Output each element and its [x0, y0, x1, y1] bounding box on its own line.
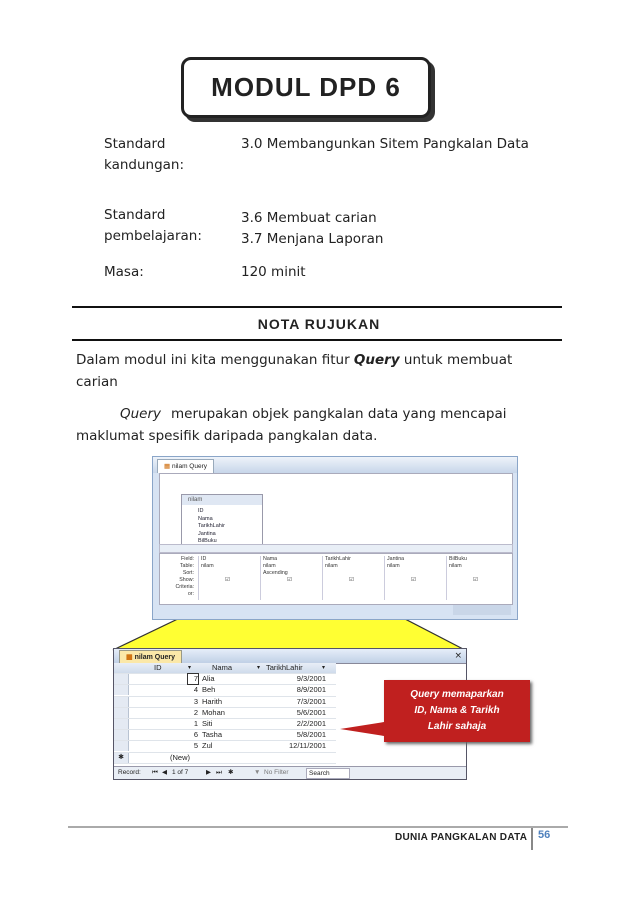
- grid-row-label: Criteria:: [175, 584, 194, 590]
- record-navigator: [114, 766, 466, 779]
- row-selector[interactable]: [114, 708, 129, 718]
- grid-row-label: Field:: [181, 556, 194, 562]
- record-label: Record:: [118, 769, 141, 776]
- row-selector[interactable]: [114, 719, 129, 729]
- column-header-tarikhlahir[interactable]: TarikhLahir: [266, 663, 303, 672]
- field-list: [182, 505, 262, 546]
- query-design-grid: [159, 553, 513, 605]
- cell-tarikh[interactable]: 2/2/2001: [296, 718, 326, 728]
- table-row[interactable]: [114, 685, 336, 696]
- cell-tarikh[interactable]: 7/3/2001: [296, 696, 326, 706]
- new-record-label: (New): [170, 752, 190, 762]
- query-keyword: Query: [353, 352, 400, 368]
- cell-nama[interactable]: Mohan: [202, 707, 225, 717]
- last-record-icon[interactable]: ⏭: [216, 769, 222, 776]
- table-row[interactable]: [114, 708, 336, 719]
- view-switcher[interactable]: [453, 605, 511, 615]
- grid-columns: [198, 556, 508, 600]
- cell-nama[interactable]: Tasha: [202, 730, 223, 740]
- sort-arrow-icon[interactable]: ▾: [188, 665, 192, 671]
- cell-id[interactable]: 1: [193, 718, 198, 728]
- search-input[interactable]: Search: [306, 768, 350, 779]
- callout-line: Query memaparkan: [410, 689, 504, 700]
- cell-nama[interactable]: Siti: [202, 718, 213, 728]
- filter-status[interactable]: No Filter: [264, 769, 289, 776]
- paragraph-line: maklumat spesifik daripada pangkalan data.: [76, 428, 378, 444]
- cell-id[interactable]: 3: [193, 696, 198, 706]
- module-title: MODUL DPD 6: [211, 72, 401, 102]
- grid-column[interactable]: [198, 556, 260, 600]
- grid-cell-table[interactable]: nilam: [263, 563, 276, 569]
- row-selector[interactable]: [114, 730, 129, 740]
- callout-line: Lahir sahaja: [427, 721, 487, 732]
- show-checkbox[interactable]: ☑: [411, 577, 416, 583]
- grid-row-label: Sort:: [182, 570, 194, 576]
- grid-column[interactable]: [260, 556, 322, 600]
- cell-nama[interactable]: Beh: [202, 685, 216, 695]
- grid-cell-field[interactable]: ID: [201, 556, 207, 562]
- datasheet-title-bar: [114, 649, 466, 664]
- grid-cell-sort[interactable]: [449, 570, 508, 577]
- page-number: 56: [538, 829, 551, 841]
- grid-cell-table[interactable]: nilam: [449, 563, 462, 569]
- table-row[interactable]: [114, 719, 336, 730]
- grid-row-labels: [160, 556, 194, 598]
- grid-cell-field[interactable]: Jantina: [387, 556, 405, 562]
- row-selector[interactable]: [114, 685, 129, 695]
- grid-column[interactable]: [322, 556, 384, 600]
- table-row[interactable]: [114, 741, 336, 752]
- field-list-item[interactable]: ID: [198, 508, 204, 514]
- footer-separator: [531, 828, 533, 850]
- cell-id[interactable]: 5: [193, 741, 198, 751]
- new-record-icon: ✱: [114, 753, 129, 763]
- callout-arrow: [340, 722, 384, 736]
- table-pane: [159, 473, 513, 545]
- grid-row-label: Show:: [179, 577, 194, 583]
- datasheet-tab-label: nilam Query: [134, 654, 176, 661]
- show-checkbox[interactable]: ☑: [287, 577, 292, 583]
- show-checkbox[interactable]: ☑: [225, 577, 230, 583]
- table-row[interactable]: [114, 697, 336, 708]
- table-row[interactable]: [114, 730, 336, 741]
- field-list-item[interactable]: Nama: [198, 515, 213, 522]
- value-line: 3.6 Membuat carian: [241, 210, 377, 226]
- cell-tarikh[interactable]: 12/11/2001: [289, 741, 326, 751]
- datasheet-table: [114, 663, 336, 764]
- label-line: Standard: [104, 207, 166, 223]
- record-position[interactable]: 1 of 7: [172, 769, 189, 776]
- datasheet-header-row: [114, 663, 336, 674]
- close-icon[interactable]: ×: [454, 651, 462, 661]
- query-term: Query: [120, 406, 162, 422]
- design-splitter[interactable]: [159, 544, 513, 553]
- text-run: untuk membuat: [399, 352, 513, 368]
- standard-kandungan-value: 3.0 Membangunkan Sitem Pangkalan Data: [241, 136, 529, 152]
- grid-cell-table[interactable]: nilam: [325, 563, 338, 569]
- field-list-item[interactable]: TarikhLahir: [198, 523, 225, 529]
- cell-id[interactable]: 7: [188, 674, 198, 684]
- text-run: Dalam modul ini kita menggunakan fitur: [76, 352, 354, 368]
- new-record-nav-icon[interactable]: ✱: [228, 769, 234, 776]
- section-heading: NOTA RUJUKAN: [257, 316, 381, 332]
- callout-line: ID, Nama & Tarikh: [414, 705, 500, 716]
- field-list-item[interactable]: BilBuku: [198, 538, 217, 544]
- label-line: Standard: [104, 136, 166, 152]
- show-checkbox[interactable]: ☑: [349, 577, 354, 583]
- cell-id[interactable]: 6: [193, 730, 198, 740]
- cell-id[interactable]: 2: [193, 707, 198, 717]
- grid-cell-table[interactable]: nilam: [387, 563, 400, 569]
- grid-cell-sort[interactable]: [325, 570, 384, 577]
- footer-rule: [68, 826, 568, 828]
- grid-cell-field[interactable]: TarikhLahir: [325, 556, 351, 562]
- callout-pointer: [340, 722, 390, 746]
- grid-cell-field[interactable]: Nama: [263, 556, 278, 562]
- text-run: merupakan objek pangkalan data yang mencapai: [171, 406, 507, 422]
- column-header-nama[interactable]: Nama: [212, 663, 233, 672]
- paragraph-line: carian: [76, 374, 118, 390]
- field-list-item[interactable]: Jantina: [198, 530, 216, 537]
- label-line: pembelajaran:: [104, 228, 202, 244]
- grid-cell-sort[interactable]: [201, 570, 260, 577]
- grid-row-label: or:: [187, 591, 194, 597]
- label-line: kandungan:: [104, 157, 185, 173]
- cell-id[interactable]: 4: [193, 685, 198, 695]
- new-record-row[interactable]: [114, 753, 336, 764]
- grid-cell-table[interactable]: nilam: [201, 563, 214, 569]
- grid-cell-field[interactable]: BilBuku: [449, 556, 467, 562]
- design-title-bar: [153, 457, 517, 473]
- query-icon: ▦: [126, 654, 133, 661]
- table-field-list-title: nilam: [182, 495, 262, 505]
- grid-cell-sort[interactable]: Ascending: [263, 570, 288, 576]
- table-row[interactable]: [114, 674, 336, 685]
- filter-icon: ▼: [254, 769, 261, 776]
- masa-value: 120 minit: [241, 264, 306, 280]
- sort-arrow-icon[interactable]: ▾: [322, 665, 326, 671]
- grid-cell-sort[interactable]: [387, 570, 446, 577]
- first-record-icon[interactable]: ⏮: [152, 769, 158, 776]
- value-line: 3.7 Menjana Laporan: [241, 231, 384, 247]
- query-icon: ▦: [164, 463, 171, 470]
- next-record-icon[interactable]: ▶: [206, 769, 211, 776]
- grid-column[interactable]: [446, 556, 508, 600]
- sort-arrow-icon[interactable]: ▾: [257, 665, 261, 671]
- query-design-window: [152, 456, 518, 620]
- footer-title: DUNIA PANGKALAN DATA: [395, 832, 528, 843]
- callout-box: [384, 680, 530, 742]
- masa-label: Masa:: [104, 264, 144, 280]
- grid-row-label: Table:: [179, 563, 194, 569]
- cell-tarikh[interactable]: 9/3/2001: [296, 674, 326, 684]
- row-selector[interactable]: [114, 697, 129, 707]
- cell-nama[interactable]: Harith: [202, 696, 223, 706]
- cell-tarikh[interactable]: 5/8/2001: [296, 730, 326, 740]
- design-tab-label: nilam Query: [171, 463, 208, 470]
- row-selector[interactable]: [114, 741, 129, 751]
- cell-tarikh[interactable]: 5/6/2001: [296, 707, 326, 717]
- grid-column[interactable]: [384, 556, 446, 600]
- column-header-id[interactable]: ID: [154, 663, 162, 672]
- row-selector-header: [114, 663, 128, 673]
- show-checkbox[interactable]: ☑: [473, 577, 478, 583]
- design-tab[interactable]: [157, 459, 214, 473]
- cell-tarikh[interactable]: 8/9/2001: [296, 685, 326, 695]
- datasheet-rows: [114, 674, 336, 752]
- cell-nama[interactable]: Alia: [202, 674, 215, 684]
- cell-nama[interactable]: Zul: [202, 741, 213, 751]
- previous-record-icon[interactable]: ◀: [162, 769, 167, 776]
- row-selector[interactable]: [114, 674, 129, 684]
